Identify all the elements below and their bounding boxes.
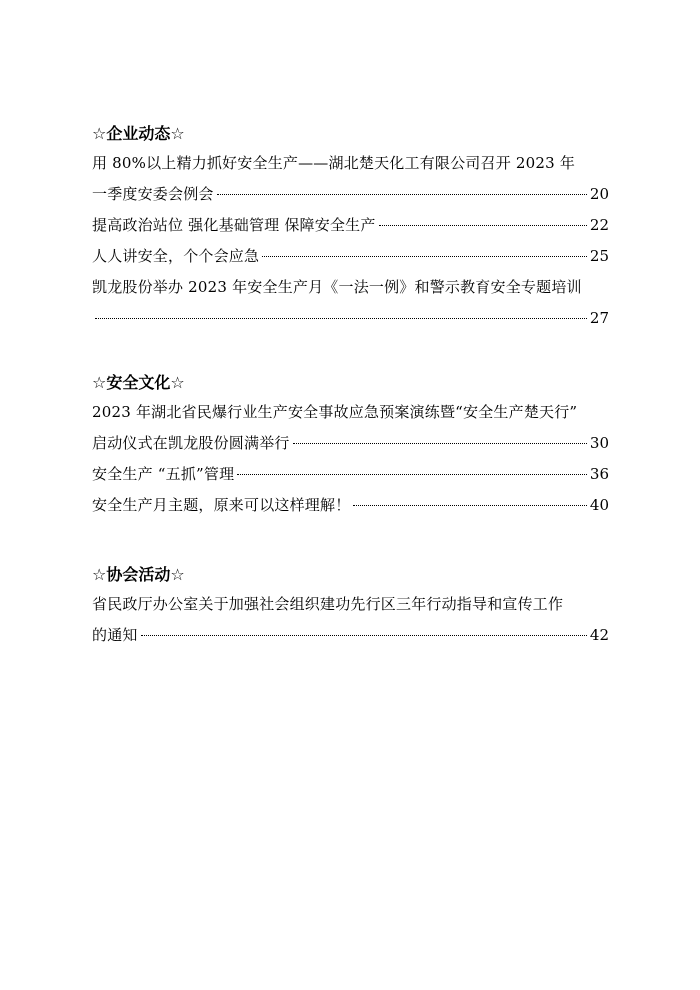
toc-entry-text: 凯龙股份举办 2023 年安全生产月《一法一例》和警示教育安全专题培训 bbox=[92, 278, 582, 296]
toc-entry[interactable] bbox=[92, 459, 609, 490]
dot-leader bbox=[293, 443, 587, 444]
toc-entry[interactable] bbox=[92, 589, 609, 651]
section-heading: ☆企业动态☆ bbox=[92, 124, 185, 143]
toc-entry-text: 的通知 bbox=[92, 626, 138, 644]
toc-entry-text: 提高政治站位 强化基础管理 保障安全生产 bbox=[92, 216, 376, 234]
toc-entry[interactable] bbox=[92, 490, 609, 521]
toc-entry-text: 一季度安委会例会 bbox=[92, 185, 214, 203]
toc-entry-text: 省民政厅办公室关于加强社会组织建功先行区三年行动指导和宣传工作 bbox=[92, 595, 564, 613]
dot-leader bbox=[237, 474, 587, 475]
dot-leader bbox=[95, 318, 587, 319]
toc-entry-text: 用 80%以上精力抓好安全生产——湖北楚天化工有限公司召开 2023 年 bbox=[92, 154, 576, 172]
toc-entry[interactable] bbox=[92, 272, 609, 334]
dot-leader bbox=[379, 225, 587, 226]
section-heading: ☆协会活动☆ bbox=[92, 565, 185, 584]
section-heading: ☆安全文化☆ bbox=[92, 373, 185, 392]
toc-page-number: 36 bbox=[589, 465, 609, 483]
toc-page-number: 22 bbox=[589, 216, 609, 234]
toc-page-number: 30 bbox=[589, 434, 609, 452]
toc-entry-text: 人人讲安全，个个会应急 bbox=[92, 247, 260, 265]
toc-entry-text: 安全生产月主题，原来可以这样理解！ bbox=[92, 496, 351, 514]
toc-page-number: 20 bbox=[589, 185, 609, 203]
toc-entry[interactable] bbox=[92, 210, 609, 241]
dot-leader bbox=[262, 256, 587, 257]
toc-entry-text: 安全生产 “五抓”管理 bbox=[92, 465, 235, 483]
toc-page-number: 27 bbox=[589, 309, 609, 327]
toc-section-association-activities bbox=[92, 565, 609, 651]
toc-section-enterprise-news bbox=[92, 124, 609, 334]
toc-page-number: 40 bbox=[589, 496, 609, 514]
dot-leader bbox=[217, 194, 587, 195]
toc-page-number: 42 bbox=[589, 626, 609, 644]
toc-entry[interactable] bbox=[92, 397, 609, 459]
toc-entry[interactable] bbox=[92, 148, 609, 210]
toc-section-safety-culture bbox=[92, 373, 609, 521]
toc-entry[interactable] bbox=[92, 241, 609, 272]
toc-entry-text: 2023 年湖北省民爆行业生产安全事故应急预案演练暨“安全生产楚天行” bbox=[92, 403, 578, 421]
dot-leader bbox=[353, 505, 587, 506]
dot-leader bbox=[141, 635, 587, 636]
toc-page-number: 25 bbox=[589, 247, 609, 265]
toc-entry-text: 启动仪式在凯龙股份圆满举行 bbox=[92, 434, 290, 452]
